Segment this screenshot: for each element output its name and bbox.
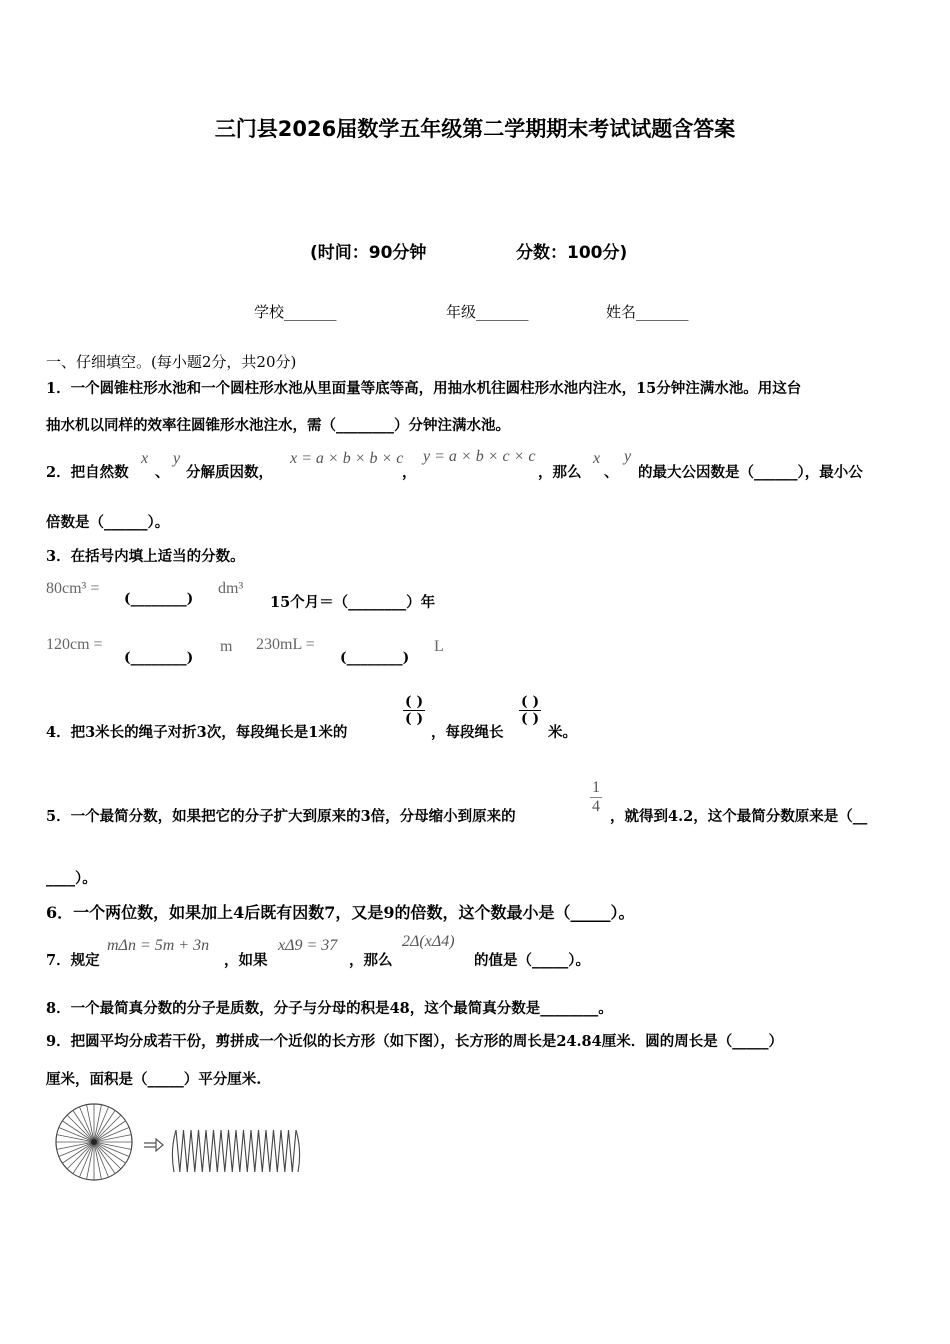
q3-d-left: 230mL =	[256, 636, 315, 653]
q7-def: mΔn = 5m + 3n	[107, 937, 210, 954]
q4-frac2-num: ( )	[521, 694, 540, 710]
school-field: 学校_______	[254, 303, 337, 321]
q2-line2: 倍数是（______）。	[46, 514, 170, 531]
q9-line1: 9．把圆平均分成若干份，剪拼成一个近似的长方形（如下图），长方形的周长是24.84厘米．圆的周长是（_____）	[46, 1033, 783, 1050]
q3-c-left: 120cm =	[46, 636, 103, 653]
q4-post: 米。	[548, 724, 577, 741]
time-info: (时间：90分钟	[310, 243, 427, 263]
q8-text: 8．一个最简真分数的分子是质数，分子与分母的积是48，这个最简真分数是________。	[46, 1000, 613, 1017]
q2-sep2: 、	[604, 464, 619, 481]
document-title: 三门县2026届数学五年级第二学期期末考试试题含答案	[214, 117, 736, 141]
q3-d-unit: L	[434, 638, 444, 655]
q4-frac1-den: ( )	[405, 711, 424, 727]
q9-line2: 厘米，面积是（_____）平分厘米.	[46, 1071, 262, 1088]
q6-text: 6．一个两位数，如果加上4后既有因数7，又是9的倍数，这个数最小是（_____）。	[46, 903, 635, 922]
q2-var-y2: y	[624, 448, 632, 465]
q2-sep: 、	[155, 464, 170, 481]
q2-mid: 分解质因数，	[186, 464, 273, 481]
circle-spoke	[94, 1115, 121, 1142]
q5-post: ，就得到4.2，这个最简分数原来是（__	[610, 808, 868, 825]
q7-expr: 2Δ(xΔ4)	[402, 933, 455, 950]
q7-mid1: ，如果	[224, 952, 268, 969]
circle-spoke	[67, 1142, 94, 1169]
q4-fraction-1	[403, 694, 425, 727]
q2-var-x2: x	[593, 450, 601, 467]
q4-pre: 4．把3米长的绳子对折3次，每段绳长是1米的	[46, 724, 348, 741]
q2-comma: ，	[402, 464, 417, 481]
q2-then: ，那么	[538, 464, 582, 481]
q2-eq1: x = a × b × b × c	[290, 450, 404, 467]
section-heading: 一、仔细填空。(每小题2分，共20分)	[46, 353, 297, 371]
q5-pre: 5．一个最简分数，如果把它的分子扩大到原来的3倍，分母缩小到原来的	[46, 808, 516, 825]
q3-c-unit: m	[220, 638, 233, 655]
circle-spoke	[94, 1142, 121, 1169]
q3-text: 3．在括号内填上适当的分数。	[46, 548, 245, 565]
q5-line2: ____）。	[46, 870, 97, 887]
q3-a-left: 80cm³ =	[46, 580, 100, 597]
q7-pre: 7．规定	[46, 952, 100, 969]
q1-line2: 抽水机以同样的效率往圆锥形水池注水，需（________）分钟注满水池。	[46, 417, 510, 434]
q3-d-blank: (________)	[340, 650, 410, 666]
q5-fraction	[590, 779, 602, 816]
q5-frac-num: 1	[592, 779, 600, 796]
q5-frac-den: 4	[592, 798, 600, 815]
circle-rearrange-figure	[52, 1100, 302, 1185]
q2-tail: 的最大公因数是（______），最小公	[638, 464, 863, 481]
q7-post: 的值是（_____）。	[474, 952, 590, 969]
q4-frac1-num: ( )	[405, 694, 424, 710]
q3-a-blank: (________)	[124, 591, 194, 607]
rectangle-strips-icon	[172, 1130, 299, 1172]
q7-mid2: ，那么	[349, 952, 393, 969]
q3-b: 15个月＝（________）年	[270, 594, 436, 611]
q7-cond: xΔ9 = 37	[278, 937, 338, 954]
q3-a-unit: dm³	[218, 580, 244, 597]
q3-c-blank: (________)	[124, 650, 194, 666]
q4-fraction-2	[519, 694, 541, 727]
q2-var-y: y	[173, 450, 181, 467]
q4-frac2-den: ( )	[521, 711, 540, 727]
grade-field: 年级_______	[446, 303, 529, 321]
q2-prefix: 2．把自然数	[46, 464, 129, 481]
q1-line1: 1．一个圆锥柱形水池和一个圆柱形水池从里面量等底等高，用抽水机往圆柱形水池内注水，15分钟注满水池。用这台	[46, 380, 802, 397]
divided-circle-icon	[56, 1104, 132, 1180]
q4-mid: ，每段绳长	[431, 724, 504, 741]
q2-var-x: x	[141, 450, 149, 467]
score-info: 分数：100分)	[516, 243, 628, 263]
q2-eq2: y = a × b × c × c	[423, 448, 536, 465]
name-field: 姓名_______	[606, 303, 689, 321]
arrow-right-icon	[144, 1139, 163, 1151]
circle-spoke	[67, 1115, 94, 1142]
